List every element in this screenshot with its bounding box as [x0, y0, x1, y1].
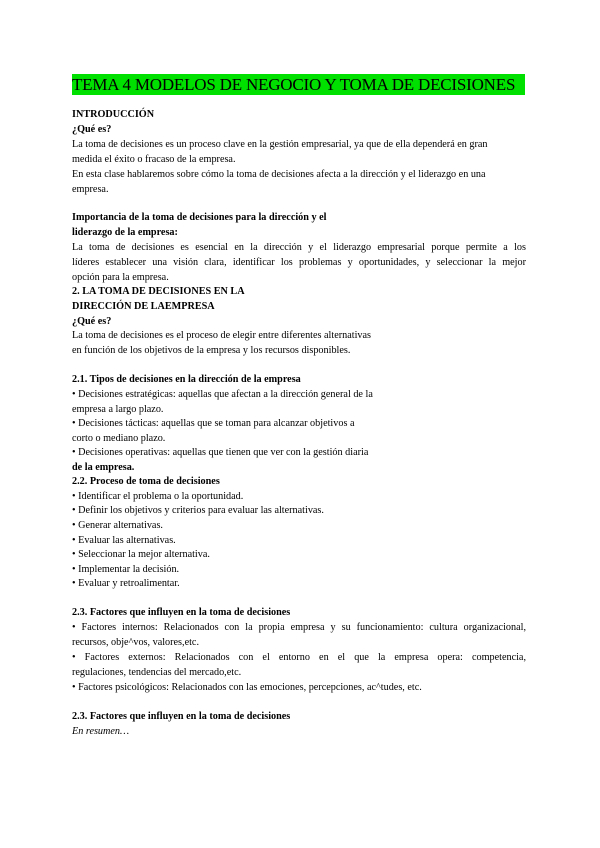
s21-line: corto o mediano plazo.	[72, 433, 166, 444]
s21-line: de la empresa.	[72, 462, 135, 473]
s23-line: • Factores externos: Relacionados con el entorno en el que la empresa opera: competencia,	[72, 652, 526, 663]
s21-line: • Decisiones operativas: aquellas que tienen que ver con la gestión diaria	[72, 447, 369, 458]
intro-question: ¿Qué es?	[72, 124, 112, 135]
list-item: • Evaluar y retroalimentar.	[72, 578, 180, 589]
importance-line: La toma de decisiones es esencial en la dirección y el liderazgo empresarial porque permite a los	[72, 242, 526, 253]
list-item: • Seleccionar la mejor alternativa.	[72, 549, 210, 560]
s23-heading: 2.3. Factores que influyen en la toma de decisiones	[72, 607, 291, 618]
s21-line: • Decisiones estratégicas: aquellas que afectan a la dirección general de la	[72, 389, 373, 400]
list-item: • Definir los objetivos y criterios para evaluar las alternativas.	[72, 505, 324, 516]
s21-heading: 2.1. Tipos de decisiones en la dirección de la empresa	[72, 374, 301, 385]
intro-paragraph-line: La toma de decisiones es un proceso clave en la gestión empresarial, ya que de ella dependerá en gran	[72, 139, 488, 150]
s23-line: • Factores internos: Relacionados con la propia empresa y su funcionamiento: cultura organizacional,	[72, 622, 526, 633]
s23-line: regulaciones, tendencias del mercado,etc.	[72, 667, 242, 678]
intro-paragraph-line: En esta clase hablaremos sobre cómo la toma de decisiones afecta a la dirección y el liderazgo en una	[72, 169, 486, 180]
s23-line: recursos, obje^vos, valores,etc.	[72, 637, 199, 648]
list-item: • Generar alternativas.	[72, 520, 163, 531]
s23-line: • Factores psicológicos: Relacionados con las emociones, percepciones, ac^tudes, etc.	[72, 682, 422, 693]
s22-heading: 2.2. Proceso de toma de decisiones	[72, 476, 220, 487]
s21-line: • Decisiones tácticas: aquellas que se toman para alcanzar objetivos a	[72, 418, 355, 429]
s21-line: empresa a largo plazo.	[72, 404, 164, 415]
document-title: TEMA 4 MODELOS DE NEGOCIO Y TOMA DE DECISIONES	[72, 74, 525, 95]
list-item: • Evaluar las alternativas.	[72, 535, 176, 546]
importance-heading: Importancia de la toma de decisiones para la dirección y el	[72, 212, 327, 223]
intro-heading: INTRODUCCIÓN	[72, 109, 155, 120]
intro-paragraph-line: empresa.	[72, 184, 109, 195]
section2-heading: DIRECCIÓN DE LAEMPRESA	[72, 301, 215, 312]
importance-heading: liderazgo de la empresa:	[72, 227, 178, 238]
list-item: • Identificar el problema o la oportunidad.	[72, 491, 244, 502]
intro-paragraph-line: medida el éxito o fracaso de la empresa.	[72, 154, 236, 165]
importance-line: líderes establecer una visión clara, identificar los problemas y oportunidades, y seleccionar la mejor	[72, 257, 526, 268]
section2-line: en función de los objetivos de la empresa y los recursos disponibles.	[72, 345, 351, 356]
section2-heading: 2. LA TOMA DE DECISIONES EN LA	[72, 286, 245, 297]
importance-line: opción para la empresa.	[72, 272, 169, 283]
section2-line: La toma de decisiones es el proceso de elegir entre diferentes alternativas	[72, 330, 371, 341]
list-item: • Implementar la decisión.	[72, 564, 180, 575]
section2-question: ¿Qué es?	[72, 316, 112, 327]
summary-text: En resumen…	[72, 726, 130, 737]
s23b-heading: 2.3. Factores que influyen en la toma de decisiones	[72, 711, 291, 722]
